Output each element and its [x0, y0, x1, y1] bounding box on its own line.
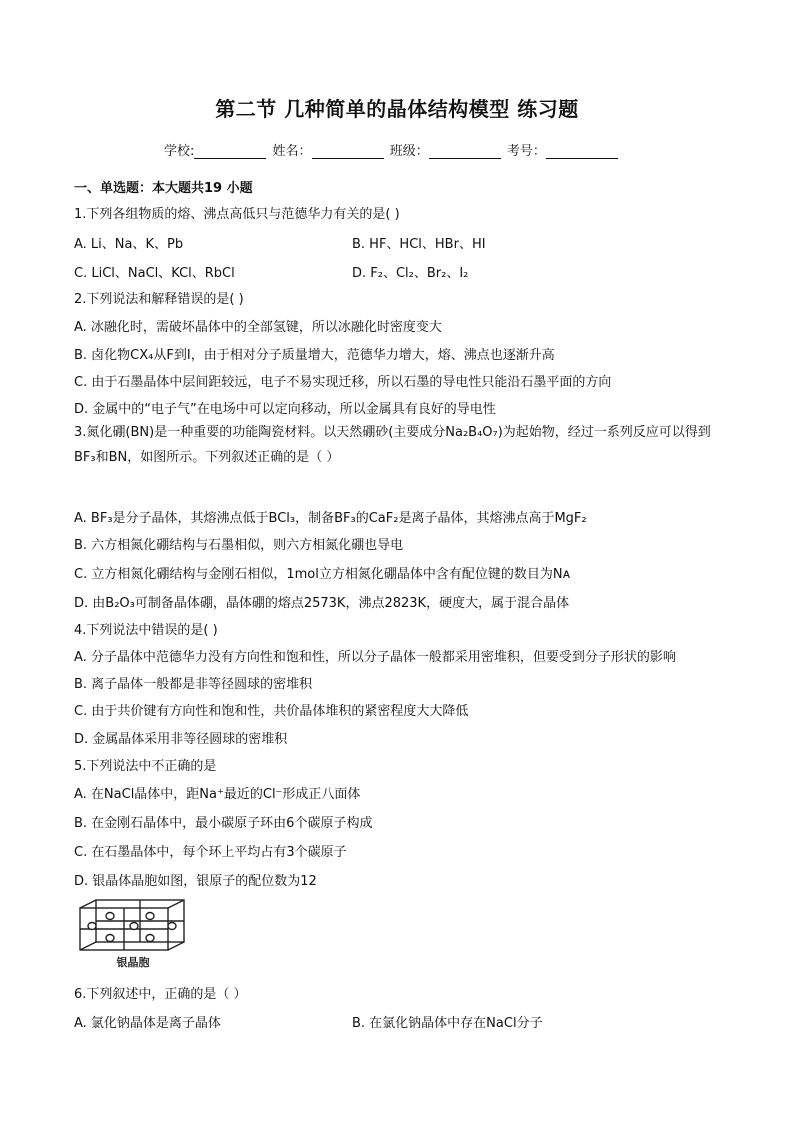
- q2-option-a: A. 冰融化时，需破坏晶体中的全部氢键，所以冰融化时密度变大: [74, 320, 442, 335]
- school-blank[interactable]: [194, 144, 266, 159]
- q4-option-c: C. 由于共价键有方向性和饱和性，共价晶体堆积的紧密程度大大降低: [74, 704, 469, 719]
- q2-stem: 2.下列说法和解释错误的是( ): [74, 292, 244, 307]
- q3-option-a: A. BF₃是分子晶体，其熔沸点低于BCl₃，制备BF₃的CaF₂是离子晶体，其熔沸点高于MgF₂: [74, 511, 587, 526]
- q4-option-b: B. 离子晶体一般都是非等径圆球的密堆积: [74, 677, 313, 692]
- q1-option-c: C. LiCl、NaCl、KCl、RbCl: [74, 266, 235, 281]
- q5-stem: 5.下列说法中不正确的是: [74, 759, 217, 774]
- q2-option-c: C. 由于石墨晶体中层间距较远，电子不易实现迁移，所以石墨的导电性只能沿石墨平面的方向: [74, 375, 612, 390]
- silver-unit-cell-figure: [74, 896, 192, 968]
- number-blank[interactable]: [546, 144, 618, 159]
- q1-option-a: A. Li、Na、K、Pb: [74, 237, 184, 252]
- q3-stem: 3.氮化硼(BN)是一种重要的功能陶瓷材料。以天然硼砂(主要成分Na₂B₄O₇)为起始物，经过一系列反应可以得到BF₃和BN，如图所示。下列叙述正确的是（ ）: [74, 425, 711, 465]
- student-info-line: [164, 140, 620, 159]
- number-label: 考号：: [506, 144, 546, 159]
- q6-option-b: B. 在氯化钠晶体中存在NaCl分子: [352, 1016, 543, 1031]
- q1-option-d: D. F₂、Cl₂、Br₂、I₂: [352, 266, 469, 281]
- figure-caption: 银晶胞: [116, 956, 150, 968]
- q3-option-d: D. 由B₂O₃可制备晶体硼，晶体硼的熔点2573K，沸点2823K，硬度大，属于混合晶体: [74, 596, 570, 611]
- q1-stem: 1.下列各组物质的熔、沸点高低只与范德华力有关的是( ): [74, 207, 400, 222]
- q4-stem: 4.下列说法中错误的是( ): [74, 623, 218, 638]
- class-blank[interactable]: [429, 144, 501, 159]
- q5-option-c: C. 在石墨晶体中，每个环上平均占有3个碳原子: [74, 845, 347, 860]
- q4-option-d: D. 金属晶体采用非等径圆球的密堆积: [74, 732, 288, 747]
- class-label: 班级：: [389, 144, 429, 159]
- page-title: 第二节 几种简单的晶体结构模型 练习题: [215, 97, 579, 121]
- q2-option-b: B. 卤化物CX₄从F到I，由于相对分子质量增大，范德华力增大，熔、沸点也逐渐升高: [74, 348, 555, 363]
- q3-option-b: B. 六方相氮化硼结构与石墨相似，则六方相氮化硼也导电: [74, 538, 404, 553]
- q5-option-b: B. 在金刚石晶体中，最小碳原子环由6个碳原子构成: [74, 816, 373, 831]
- q5-option-a: A. 在NaCl晶体中，距Na⁺最近的Cl⁻形成正八面体: [74, 787, 361, 802]
- q6-stem: 6.下列叙述中，正确的是（ ）: [74, 987, 247, 1002]
- unit-cell-diagram: [74, 896, 192, 968]
- q2-option-d: D. 金属中的“电子气”在电场中可以定向移动，所以金属具有良好的导电性: [74, 402, 496, 417]
- q3-option-c: C. 立方相氮化硼结构与金刚石相似，1mol立方相氮化硼晶体中含有配位键的数目为Nᴀ: [74, 567, 571, 582]
- name-blank[interactable]: [312, 144, 384, 159]
- q4-option-a: A. 分子晶体中范德华力没有方向性和饱和性，所以分子晶体一般都采用密堆积，但要受到分子形状的影响: [74, 650, 676, 665]
- q6-option-a: A. 氯化钠晶体是离子晶体: [74, 1016, 221, 1031]
- name-label: 姓名：: [272, 144, 312, 159]
- q5-option-d: D. 银晶体晶胞如图，银原子的配位数为12: [74, 874, 317, 889]
- school-label: 学校:: [164, 144, 195, 159]
- q1-option-b: B. HF、HCl、HBr、HI: [352, 237, 486, 252]
- section-heading: 一、单选题：本大题共19 小题: [74, 181, 253, 196]
